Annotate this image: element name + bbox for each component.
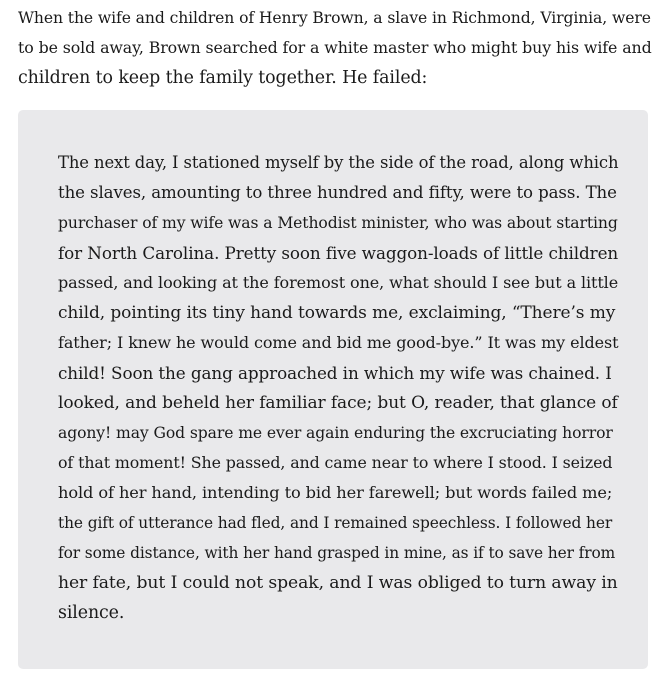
- quote-line: looked, and beheld her familiar face; but O, reader, that glance of: [58, 393, 618, 413]
- quote-line: silence.: [58, 603, 125, 623]
- quote-line: the slaves, amounting to three hundred and fifty, were to pass. The: [58, 183, 617, 202]
- quote-line: father; I knew he would come and bid me good-bye.” It was my eldest: [58, 333, 619, 352]
- quote-line: of that moment! She passed, and came near to where I stood. I seized: [58, 453, 613, 472]
- quote-line: for some distance, with her hand grasped in mine, as if to save her from: [58, 544, 616, 562]
- intro-line: When the wife and children of Henry Brown, a slave in Richmond, Virginia, were: [18, 9, 651, 27]
- quote-line: passed, and looking at the foremost one, what should I see but a little: [58, 273, 619, 292]
- blockquote-text: [58, 148, 618, 628]
- intro-line: children to keep the family together. He failed:: [18, 68, 428, 88]
- quote-line: for North Carolina. Pretty soon five waggon-loads of little children: [58, 243, 619, 263]
- quote-line: the gift of utterance had fled, and I remained speechless. I followed her: [58, 514, 613, 532]
- quote-line: purchaser of my wife was a Methodist minister, who was about starting: [58, 214, 618, 232]
- quote-line: hold of her hand, intending to bid her farewell; but words failed me;: [58, 483, 613, 502]
- intro-line: to be sold away, Brown searched for a white master who might buy his wife and: [18, 38, 652, 57]
- quote-line: child! Soon the gang approached in which my wife was chained. I: [58, 363, 612, 383]
- quote-line: agony! may God spare me ever again enduring the excruciating horror: [58, 424, 613, 442]
- intro-paragraph: [18, 3, 654, 93]
- quote-line: her fate, but I could not speak, and I was obliged to turn away in: [58, 573, 618, 593]
- blockquote: [18, 110, 648, 669]
- quote-line: The next day, I stationed myself by the side of the road, along which: [58, 153, 619, 172]
- quote-line: child, pointing its tiny hand towards me, exclaiming, “There’s my: [58, 303, 616, 323]
